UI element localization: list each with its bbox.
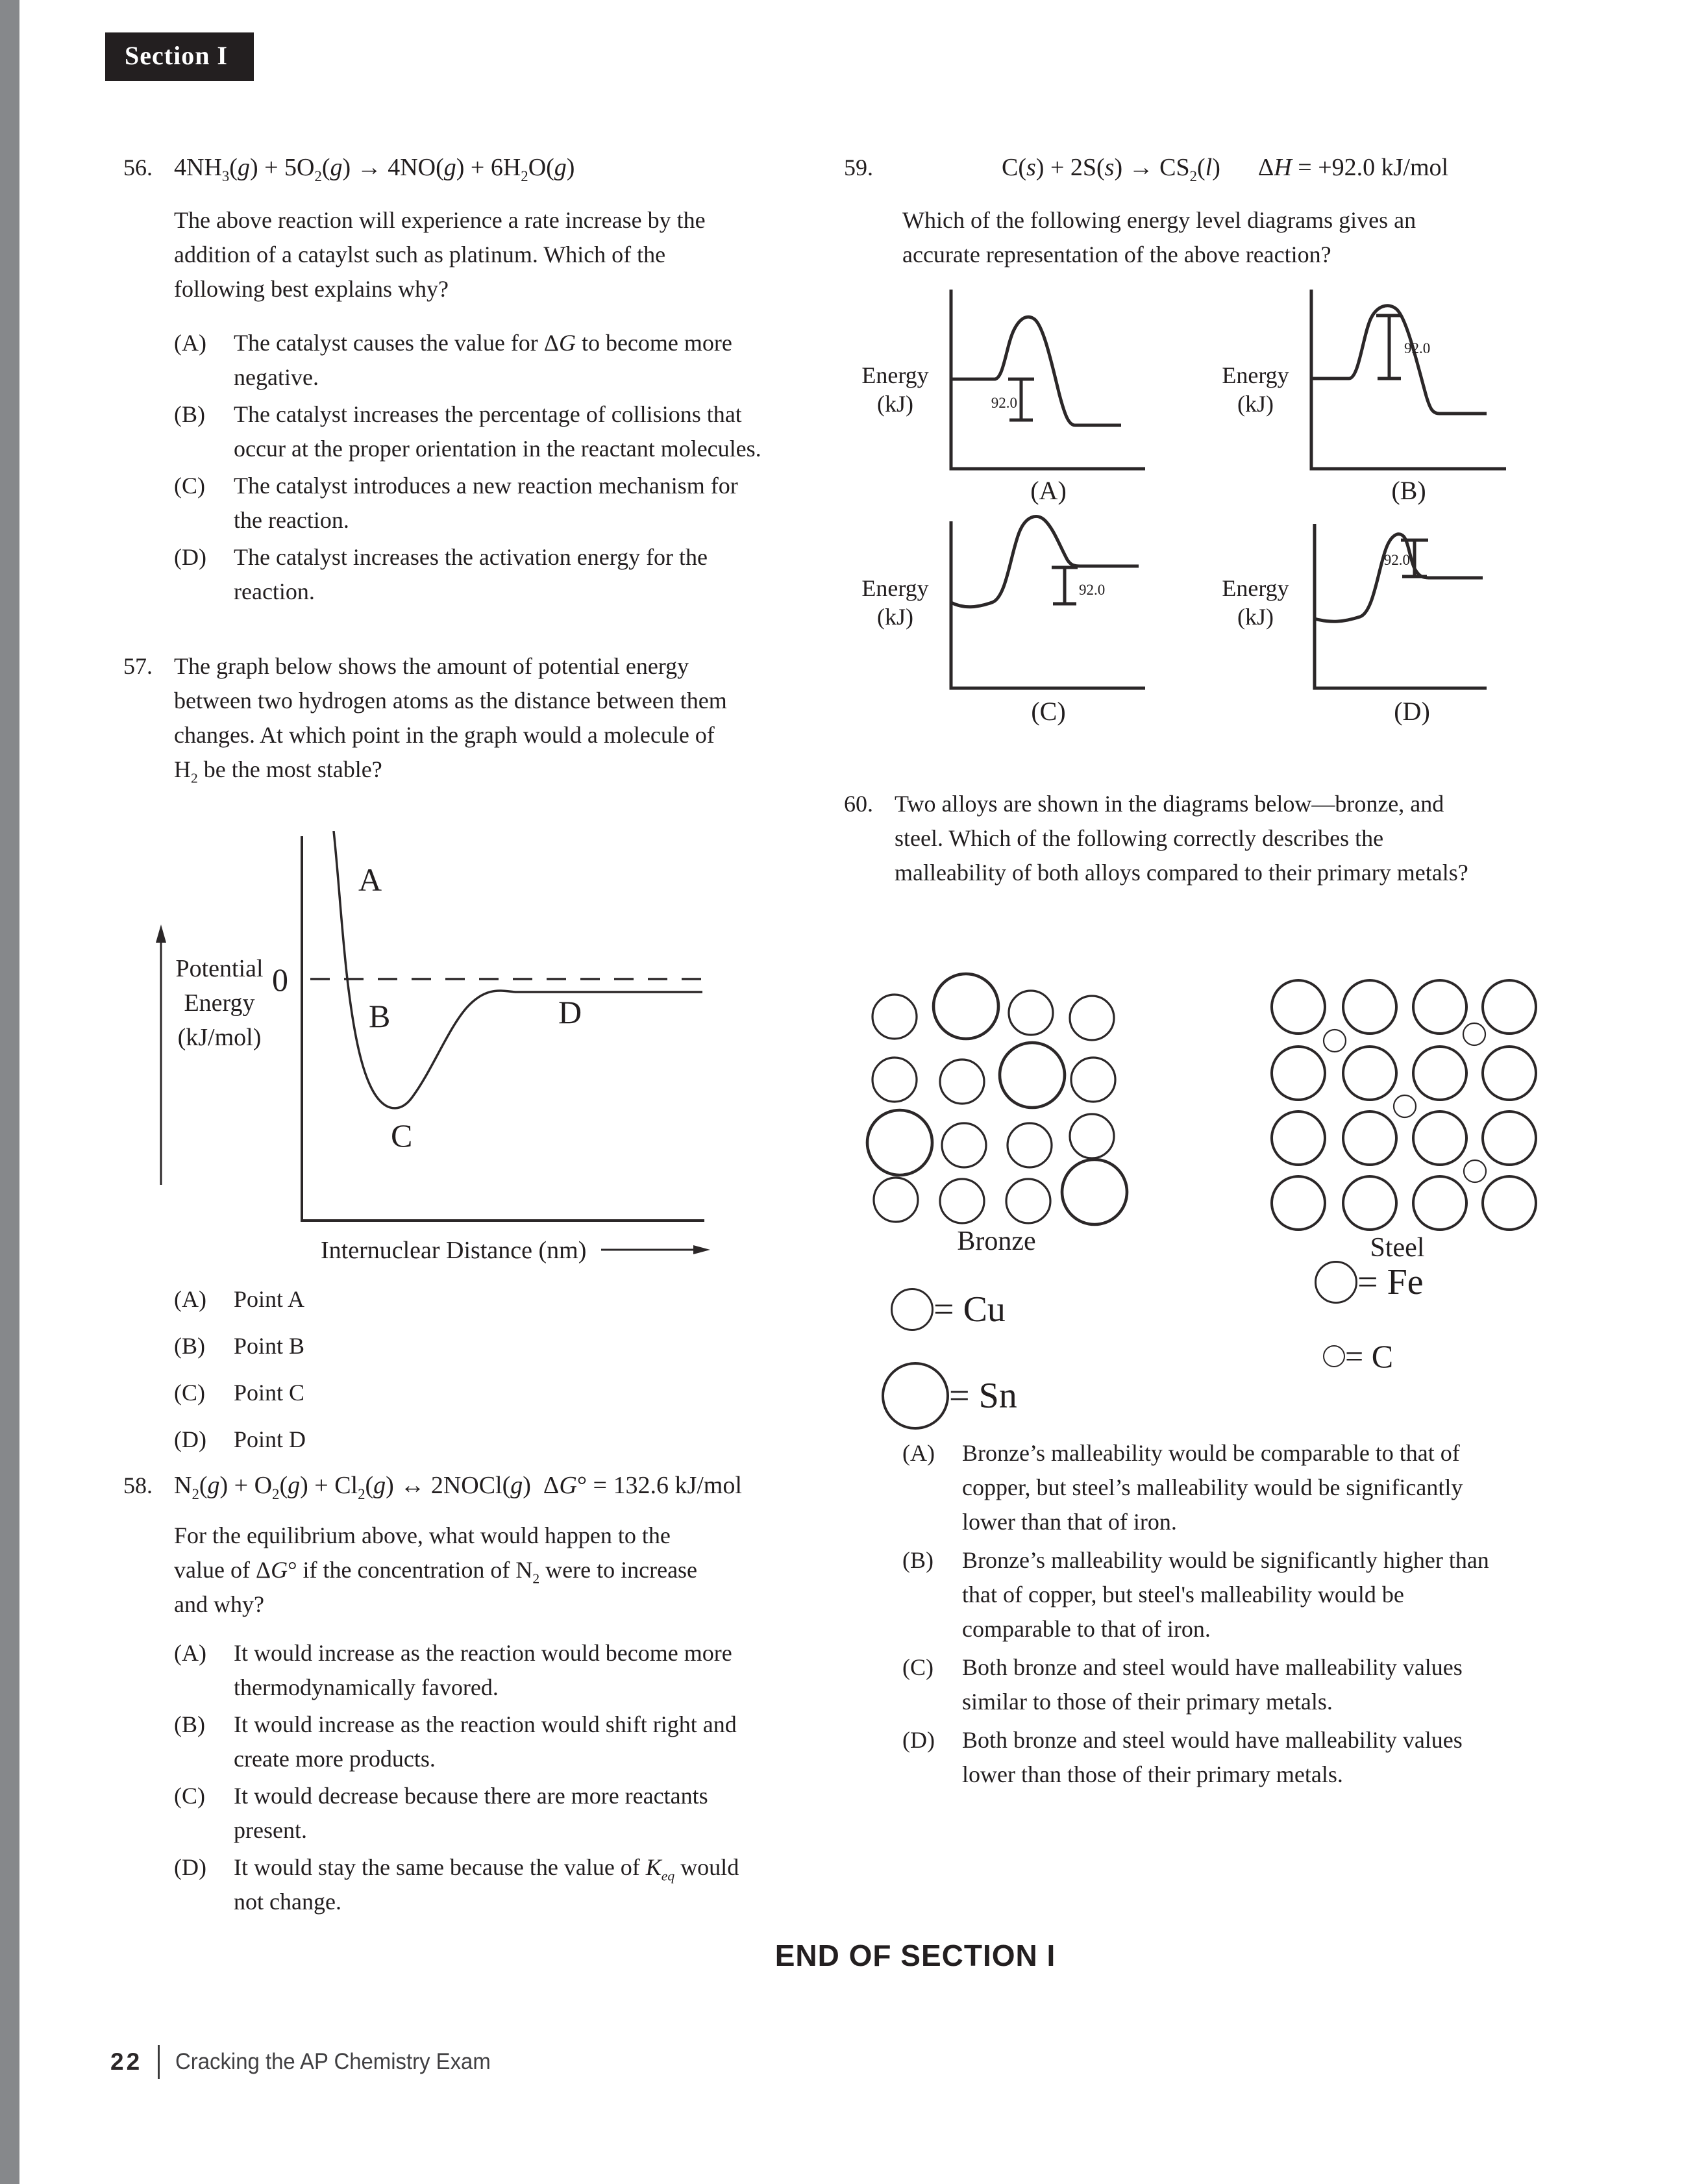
option-a <box>902 1436 1552 1539</box>
option-text: It would stay the same because the value of $K_{eq}$ would not change. <box>234 1854 739 1915</box>
reaction-energy-curve <box>1311 306 1487 414</box>
fe-atom <box>1272 1176 1325 1230</box>
bronze-figure-label: Bronze <box>957 1226 1036 1256</box>
question-58 <box>123 1469 811 1922</box>
steel-figure-label: Steel <box>1370 1233 1425 1263</box>
option-text: Point B <box>234 1333 305 1359</box>
legend-carbon-label: = C <box>1345 1338 1394 1374</box>
option-text: Both bronze and steel would have malleability values lower than those of their primary metals. <box>962 1727 1463 1787</box>
zero-tick-label: 0 <box>272 962 288 998</box>
chemical-equation: $4NH_3(g) + 5O_2(g) \to 4NO(g) + 6H_2O(g)$ <box>174 154 575 185</box>
question-58-equation-line <box>123 1469 811 1503</box>
sn-atom <box>1062 1160 1127 1224</box>
cu-atom <box>1009 991 1053 1035</box>
option-letter: (C) <box>902 1654 934 1680</box>
option-text: Bronze’s malleability would be comparable to that of copper, but steel’s malleability would be significantly lower than that of iron. <box>962 1440 1463 1535</box>
question-57 <box>123 649 779 787</box>
reaction-energy-curve <box>951 516 1139 606</box>
question-number: 57. <box>123 653 153 679</box>
option-a <box>174 326 779 395</box>
fe-atom <box>1272 1047 1325 1100</box>
delta-h-value: 92.0 <box>1079 582 1106 598</box>
energy-diagram-c <box>941 505 1156 693</box>
option-b <box>174 397 779 466</box>
footer-divider <box>158 2045 160 2079</box>
option-letter: (A) <box>902 1440 935 1466</box>
fe-atom <box>1483 980 1536 1034</box>
diagram-caption: (B) <box>1391 476 1426 505</box>
energy-axis-label: Energy (kJ) <box>1222 575 1289 630</box>
question-57-options <box>123 1282 779 1459</box>
page-number: 22 <box>110 2048 143 2075</box>
option-d <box>174 1422 779 1457</box>
question-body: Which of the following energy level diagrams gives an accurate representation of the above reaction? <box>902 207 1416 267</box>
option-c <box>174 1779 811 1848</box>
option-text: Both bronze and steel would have malleability values similar to those of their primary metals. <box>962 1654 1463 1715</box>
option-letter: (A) <box>174 1640 206 1666</box>
question-number: 58. <box>123 1472 153 1498</box>
sn-atom <box>1000 1043 1065 1108</box>
option-d <box>902 1723 1552 1792</box>
energy-axis-label: Energy (kJ) <box>861 575 929 630</box>
energy-diagram-d <box>1305 505 1519 693</box>
cu-atom <box>1070 996 1114 1040</box>
option-letter: (B) <box>174 1333 205 1359</box>
option-letter: (B) <box>174 401 205 427</box>
question-number: 56. <box>123 155 153 180</box>
fe-atom <box>1413 980 1466 1034</box>
diagram-caption: (D) <box>1394 697 1430 726</box>
point-b-label: B <box>369 998 391 1034</box>
option-a <box>174 1282 779 1317</box>
question-body: Two alloys are shown in the diagrams below—bronze, and steel. Which of the following correctly describes the malleability of both alloys compared to their primary metals? <box>895 791 1468 886</box>
energy-axis-label: Energy (kJ) <box>861 362 929 417</box>
delta-h-value: 92.0 <box>991 395 1017 411</box>
tin-atom-icon <box>882 1362 949 1430</box>
option-a <box>174 1636 811 1705</box>
question-number: 59. <box>844 155 873 180</box>
fe-atom <box>1272 1111 1325 1165</box>
option-letter: (B) <box>174 1711 205 1737</box>
cu-atom <box>872 995 917 1039</box>
option-text: Point C <box>234 1380 305 1406</box>
cu-atom <box>1006 1179 1050 1223</box>
question-59-equation-line <box>844 151 1552 185</box>
cu-atom <box>1070 1114 1114 1158</box>
page-footer <box>110 2045 511 2079</box>
option-text: It would increase as the reaction would become more thermodynamically favored. <box>234 1640 732 1700</box>
section-banner-label: Section I <box>125 41 228 70</box>
chemical-equation: $C(s) + 2S(s) \to CS_2(l)$ <box>1002 154 1220 185</box>
y-axis-label-line1: Potential <box>175 955 264 982</box>
point-d-label: D <box>558 994 582 1030</box>
option-text: It would increase as the reaction would shift right and create more products. <box>234 1711 737 1772</box>
cu-atom <box>942 1123 986 1167</box>
y-axis-label-line2: Energy <box>184 989 255 1017</box>
question-59 <box>844 151 1552 272</box>
option-letter: (D) <box>174 544 206 570</box>
question-56-equation-line <box>123 151 779 185</box>
potential-energy-graph <box>78 831 721 1272</box>
option-c <box>174 469 779 538</box>
sn-atom <box>867 1110 932 1175</box>
fe-atom <box>1413 1047 1466 1100</box>
option-b <box>902 1543 1552 1646</box>
energy-axis-label: Energy (kJ) <box>1222 362 1289 417</box>
x-axis-label: Internuclear Distance (nm) <box>321 1237 587 1264</box>
option-letter: (A) <box>174 1286 206 1312</box>
fe-atom <box>1483 1111 1536 1165</box>
option-letter: (B) <box>902 1547 934 1573</box>
question-body: The graph below shows the amount of potential energy between two hydrogen atoms as the distance between them changes. At which point in the graph would a molecule of $H_2$ be the most stable? <box>174 653 727 786</box>
c-atom <box>1324 1030 1346 1052</box>
c-atom <box>1463 1023 1485 1045</box>
option-text: It would decrease because there are more reactants present. <box>234 1783 708 1843</box>
book-title: Cracking the AP Chemistry Exam <box>175 2049 491 2074</box>
answer-options <box>174 1636 811 1919</box>
option-letter: (D) <box>902 1727 935 1753</box>
legend-iron-label: = Fe <box>1357 1262 1424 1302</box>
energy-diagram-a <box>941 286 1156 474</box>
enthalpy-value: ΔH = +92.0 kJ/mol <box>1257 154 1449 181</box>
reaction-energy-curve <box>1315 534 1483 622</box>
option-text: Bronze’s malleability would be significantly higher than that of copper, but steel's malleability would be comparable to that of iron. <box>962 1547 1489 1642</box>
option-c <box>174 1376 779 1410</box>
fe-atom <box>1343 1047 1396 1100</box>
chemical-equation: $N_2(g) + O_2(g) + Cl_2(g)$ ↔ 2NOCl(g) ΔG° = 132.6 kJ/mol <box>174 1472 742 1503</box>
potential-energy-curve <box>334 831 702 1108</box>
fe-atom <box>1343 980 1396 1034</box>
option-letter: (D) <box>174 1426 206 1452</box>
delta-h-value: 92.0 <box>1404 340 1431 356</box>
legend-tin <box>882 1362 1017 1430</box>
cu-atom <box>1071 1058 1115 1102</box>
question-body: The above reaction will experience a rate increase by the addition of a cataylst such as platinum. Which of the following best explains why? <box>174 207 706 302</box>
point-a-label: A <box>358 862 382 898</box>
option-letter: (C) <box>174 1380 205 1406</box>
cu-atom <box>940 1060 984 1104</box>
fe-atom <box>1343 1176 1396 1230</box>
arrow-up-icon <box>156 924 166 943</box>
y-axis-label-line3: (kJ/mol) <box>177 1024 262 1051</box>
option-letter: (C) <box>174 473 205 499</box>
reaction-energy-curve <box>951 317 1121 425</box>
copper-atom-icon <box>891 1288 934 1331</box>
legend-carbon <box>1323 1337 1393 1375</box>
arrow-right-icon <box>693 1245 710 1254</box>
option-text: Point D <box>234 1426 306 1452</box>
cu-atom <box>1008 1123 1052 1167</box>
option-d <box>174 540 779 609</box>
fe-atom <box>1413 1176 1466 1230</box>
option-text: The catalyst causes the value for ΔG to become more negative. <box>234 330 732 390</box>
diagram-axes <box>1315 524 1487 688</box>
bronze-particle-diagram <box>863 966 1130 1227</box>
option-d <box>174 1850 811 1919</box>
diagram-caption: (C) <box>1031 697 1066 726</box>
cu-atom <box>872 1058 917 1102</box>
option-b <box>174 1707 811 1776</box>
fe-atom <box>1343 1111 1396 1165</box>
fe-atom <box>1272 980 1325 1034</box>
section-banner <box>105 32 254 81</box>
carbon-atom-icon <box>1323 1345 1345 1367</box>
end-of-section-label: END OF SECTION I <box>774 1939 1056 1972</box>
cu-atom <box>874 1178 918 1222</box>
question-60-line <box>844 787 1552 890</box>
fe-atom <box>1483 1176 1536 1230</box>
answer-options <box>174 326 779 609</box>
option-letter: (A) <box>174 330 206 356</box>
option-letter: (D) <box>174 1854 206 1880</box>
point-c-label: C <box>391 1117 413 1154</box>
question-56 <box>123 151 779 612</box>
page-edge-strip <box>0 0 19 2184</box>
option-text: Point A <box>234 1286 305 1312</box>
legend-copper-label: = Cu <box>934 1289 1006 1330</box>
cu-atom <box>940 1179 984 1223</box>
steel-particle-diagram <box>1256 965 1539 1232</box>
c-atom <box>1464 1160 1486 1182</box>
sn-atom <box>934 974 998 1039</box>
energy-diagram-b <box>1302 286 1516 474</box>
question-57-line <box>123 649 779 787</box>
option-c <box>902 1650 1552 1719</box>
fe-atom <box>1413 1111 1466 1165</box>
legend-iron <box>1315 1261 1424 1304</box>
iron-atom-icon <box>1315 1261 1357 1304</box>
option-text: The catalyst increases the percentage of collisions that occur at the proper orientation in the reactant molecules. <box>234 401 761 462</box>
activation-energy-marker <box>1376 316 1402 378</box>
question-body: For the equilibrium above, what would happen to the value of ΔG° if the concentration of $N_2$ were to increase and why? <box>174 1522 698 1617</box>
option-b <box>174 1329 779 1363</box>
option-letter: (C) <box>174 1783 205 1809</box>
option-text: The catalyst introduces a new reaction mechanism for the reaction. <box>234 473 738 533</box>
legend-tin-label: = Sn <box>949 1376 1017 1416</box>
option-text: The catalyst increases the activation energy for the reaction. <box>234 544 708 604</box>
question-number: 60. <box>844 791 873 817</box>
fe-atom <box>1483 1047 1536 1100</box>
c-atom <box>1394 1095 1416 1117</box>
legend-copper <box>891 1288 1006 1331</box>
question-60-options <box>844 1436 1552 1794</box>
question-60 <box>844 787 1552 890</box>
diagram-caption: (A) <box>1030 476 1067 505</box>
delta-h-marker <box>1052 567 1078 604</box>
delta-h-value: 92.0 <box>1383 552 1410 568</box>
